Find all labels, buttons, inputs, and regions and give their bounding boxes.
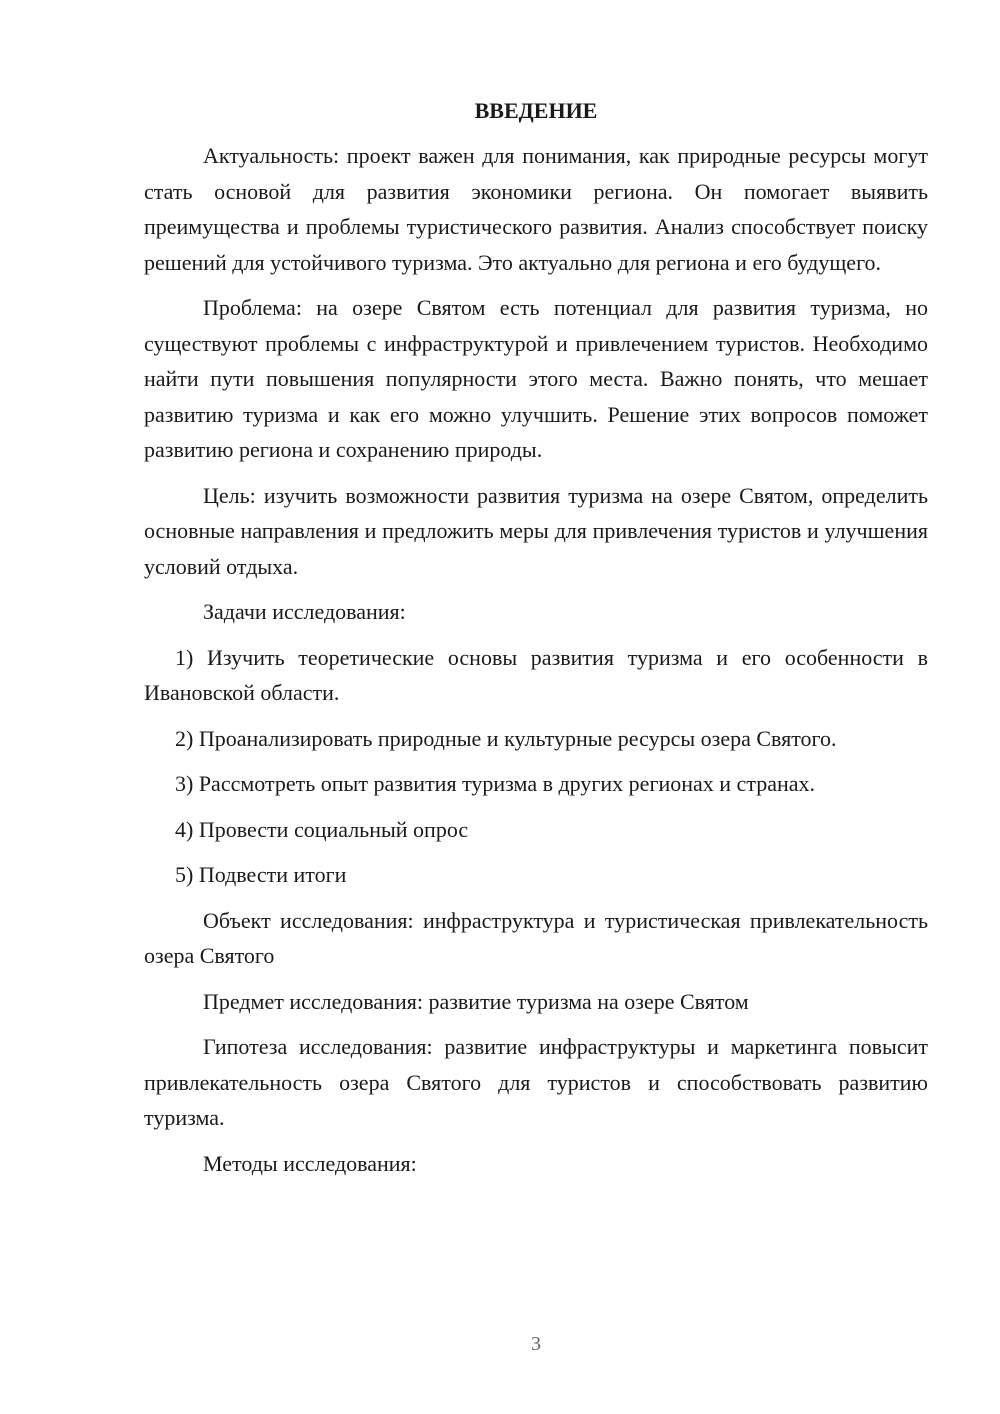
page-content bbox=[144, 93, 928, 1191]
task-item-4: 4) Провести социальный опрос bbox=[175, 816, 469, 842]
goal-paragraph: Цель: изучить возможности развития туризма на озере Святом, определить основные направления и предложить меры для привлечения туристов и улучшения условий отдыха. bbox=[144, 482, 928, 579]
object-paragraph: Объект исследования: инфраструктура и туристическая привлекательность озера Святого bbox=[144, 907, 928, 968]
problem-paragraph: Проблема: на озере Святом есть потенциал для развития туризма, но существуют проблемы с инфраструктурой и привлечением туристов. Необходимо найти пути повышения популярности этого места. Важно понять, что мешает развитию туризма и как его можно улучшить. Решение этих вопросов поможет развитию региона и сохранению природы. bbox=[144, 295, 928, 462]
tasks-heading: Задачи исследования: bbox=[203, 599, 406, 624]
subject-paragraph: Предмет исследования: развитие туризма на озере Святом bbox=[203, 988, 749, 1014]
page-number: 3 bbox=[531, 1333, 541, 1355]
task-item-3: 3) Рассмотреть опыт развития туризма в других регионах и странах. bbox=[175, 771, 815, 796]
hypothesis-paragraph: Гипотеза исследования: развитие инфраструктуры и маркетинга повысит привлекательность озера Святого для туристов и способствовать развитию туризма. bbox=[144, 1034, 928, 1130]
task-item-5: 5) Подвести итоги bbox=[175, 862, 347, 887]
relevance-paragraph: Актуальность: проект важен для понимания, как природные ресурсы могут стать основой для развития экономики региона. Он помогает выявить преимущества и проблемы туристического развития. Анализ способствует поиску решений для устойчивого туризма. Это актуально для региона и его будущего. bbox=[144, 143, 928, 275]
task-item-1: 1) Изучить теоретические основы развития туризма и его особенности в Ивановской области. bbox=[144, 644, 928, 705]
methods-paragraph: Методы исследования: bbox=[203, 1150, 417, 1176]
task-item-2: 2) Проанализировать природные и культурные ресурсы озера Святого. bbox=[175, 725, 837, 751]
page-title: ВВЕДЕНИЕ bbox=[474, 98, 598, 123]
